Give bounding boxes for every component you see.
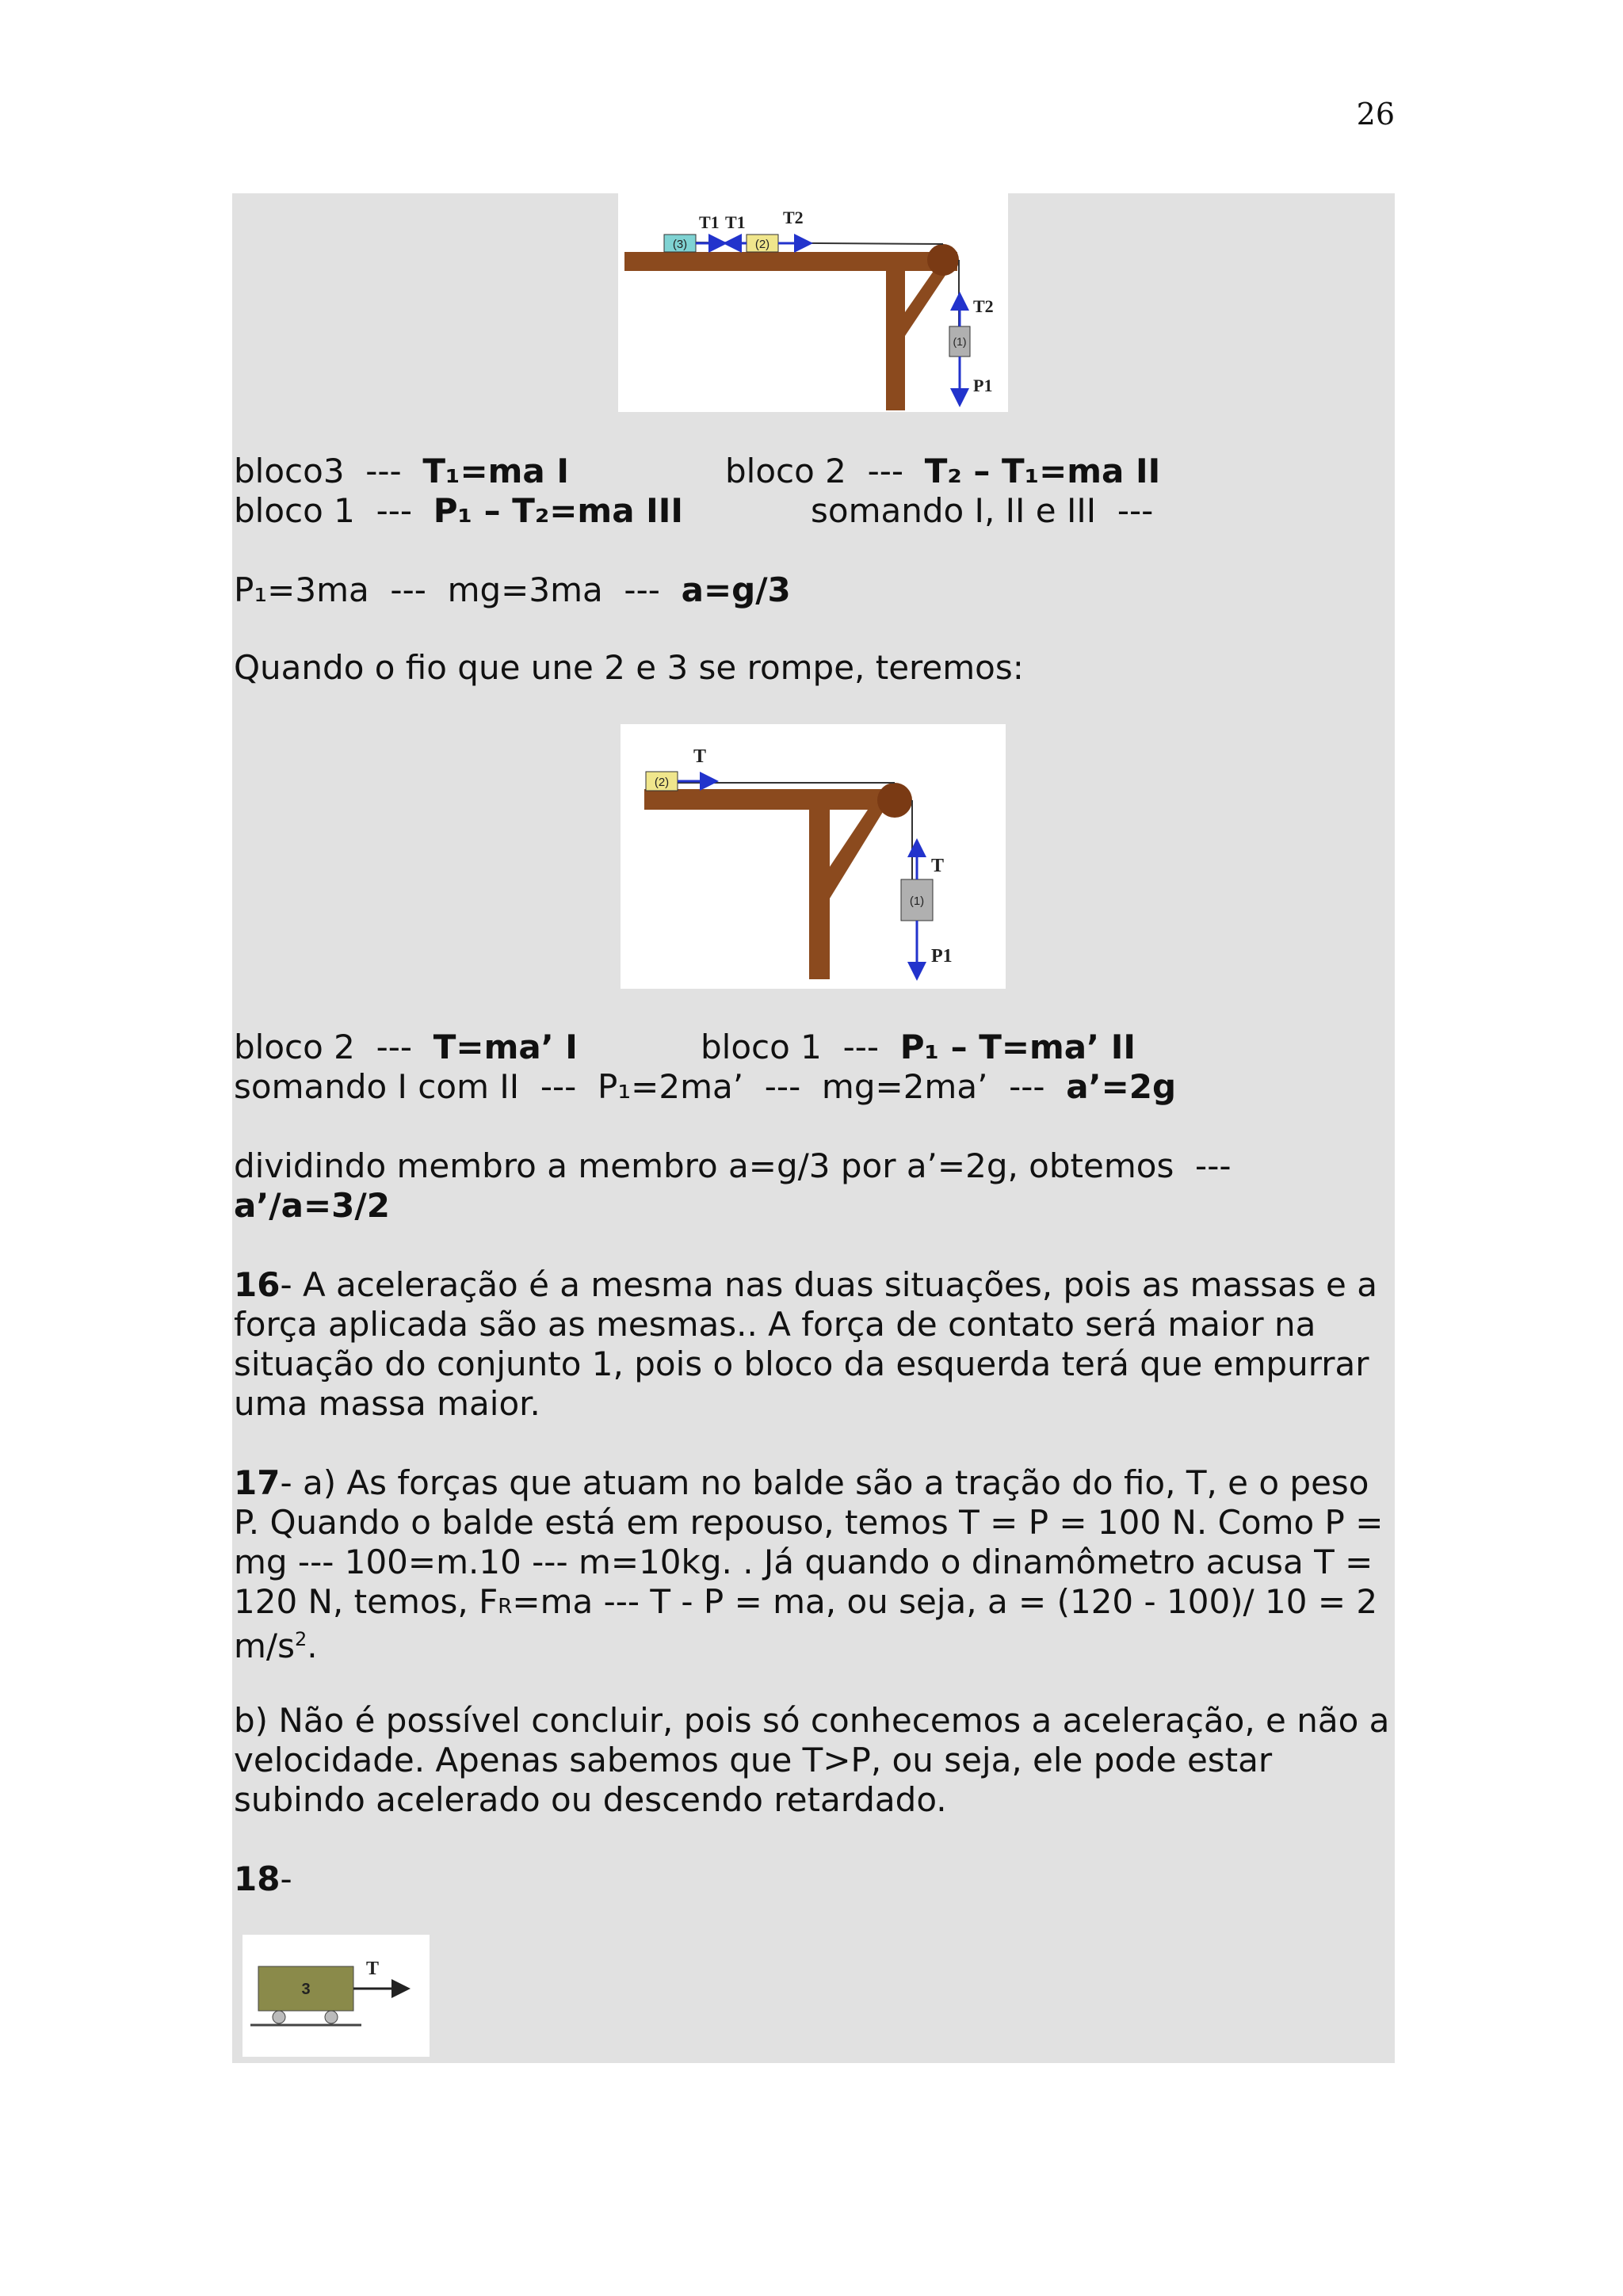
division-statement: dividindo membro a membro a=g/3 por a’=2g, obtemos --- <box>234 1146 1232 1185</box>
label-t: T <box>693 746 707 767</box>
block-3-label: (3) <box>672 238 688 251</box>
equation2-block2: bloco 2 --- T=ma’ I <box>234 1028 578 1066</box>
equation-block1: bloco 1 --- P₁ – T₂=ma III <box>234 491 684 530</box>
label-t: T <box>366 1958 380 1979</box>
block-2-label: (2) <box>654 776 670 789</box>
answer-16: 16- A aceleração é a mesma nas duas situações, pois as massas e a força aplicada são as mesmas.. A força de contato será maior na situação do conjunto 1, pois o bloco da esquerda terá que empurrar uma massa maior. <box>234 1265 1377 1423</box>
division-result: a’/a=3/2 <box>234 1186 390 1225</box>
equation-block2: bloco 2 --- T₂ – T₁=ma II <box>725 452 1161 490</box>
wheel-right <box>325 2011 338 2023</box>
equation2-block1: bloco 1 --- P₁ – T=ma’ II <box>701 1028 1136 1066</box>
equation2-sum: somando I com II --- P₁=2ma’ --- mg=2ma’ --- a’=2g <box>234 1067 1177 1106</box>
table-top <box>644 789 906 810</box>
figure-cart <box>242 1935 430 2057</box>
page-number: 26 <box>1356 97 1395 132</box>
label-t2: T2 <box>783 208 804 227</box>
answer-17a: 17- a) As forças que atuam no balde são a tração do fio, T, e o peso P. Quando o balde está em repouso, temos T = P = 100 N. Como P = mg --- 100=m.10 --- m=10kg. . Já quando o dinamômetro acusa T = 120 N, temos, FR=ma --- T - P = ma, ou seja, a = (120 - 100)/ 10 = 2 $m/s^2$. <box>234 1463 1384 1665</box>
pulley-support <box>830 800 885 898</box>
answer-16-number: 16 <box>234 1265 281 1304</box>
table-leg <box>809 789 830 979</box>
figure-two-blocks-pulley <box>621 724 1006 989</box>
wheel-left <box>273 2011 285 2023</box>
label-t1-b: T1 <box>725 212 746 232</box>
table-top <box>624 252 957 271</box>
equation-sum: somando I, II e III --- <box>811 491 1154 530</box>
cart-diagram <box>242 1935 430 2057</box>
label-p1: P1 <box>931 946 953 967</box>
cart-label: 3 <box>301 1981 311 1998</box>
block-1-label: (1) <box>953 335 967 348</box>
label-p1: P1 <box>973 376 993 395</box>
label-t1-a: T1 <box>699 212 720 232</box>
label-t2-vertical: T2 <box>973 296 994 316</box>
result-a: P₁=3ma --- mg=3ma --- a=g/3 <box>234 570 791 609</box>
answer-17b: b) Não é possível concluir, pois só conhecemos a aceleração, e não a velocidade. Apenas sabemos que T>P, ou seja, ele pode estar subindo acelerado ou descendo retardado. <box>234 1701 1390 1819</box>
rupture-statement: Quando o fio que une 2 e 3 se rompe, teremos: <box>234 648 1024 687</box>
pulley-diagram-2 <box>621 724 1006 989</box>
pulley-diagram-1 <box>618 193 1008 412</box>
label-t-vertical: T <box>931 856 945 876</box>
answer-17-number: 17 <box>234 1463 281 1502</box>
pulley <box>927 244 959 276</box>
block-1-label: (1) <box>909 894 925 908</box>
answer-18: 18- <box>234 1859 292 1898</box>
table-leg <box>886 252 905 410</box>
equation-block3: bloco3 --- T₁=ma I <box>234 452 569 490</box>
block-2-label: (2) <box>754 238 770 251</box>
figure-three-blocks-pulley <box>618 193 1008 412</box>
pulley <box>877 783 912 818</box>
